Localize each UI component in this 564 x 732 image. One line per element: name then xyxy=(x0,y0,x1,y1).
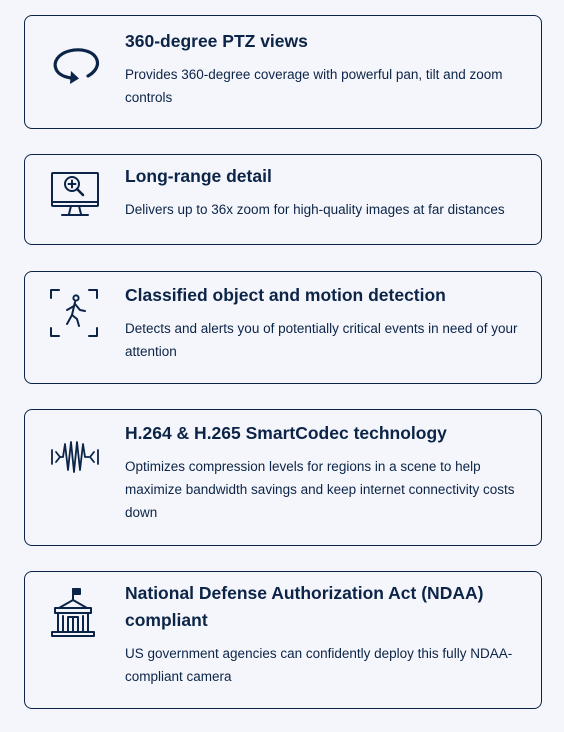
feature-description: Delivers up to 36x zoom for high-quality images at far distances xyxy=(125,202,505,217)
feature-description: Detects and alerts you of potentially critical events in need of your attention xyxy=(125,321,518,359)
feature-card-long-range xyxy=(24,154,542,245)
feature-title: H.264 & H.265 SmartCodec technology xyxy=(125,423,447,443)
feature-card-detection xyxy=(24,271,542,384)
feature-title: Classified object and motion detection xyxy=(125,285,446,305)
feature-title: 360-degree PTZ views xyxy=(125,31,308,51)
compression-wave-icon xyxy=(49,430,103,484)
feature-card-ndaa xyxy=(24,571,542,709)
feature-description: Optimizes compression levels for regions in a scene to help maximize bandwidth savings and keep internet connectivity costs down xyxy=(125,459,515,520)
feature-title: Long-range detail xyxy=(125,166,272,186)
feature-card-codec xyxy=(24,409,542,546)
feature-description: Provides 360-degree coverage with powerful pan, tilt and zoom controls xyxy=(125,67,503,105)
feature-description: US government agencies can confidently deploy this fully NDAA-compliant camera xyxy=(125,646,513,684)
feature-title: National Defense Authorization Act (NDAA) compliant xyxy=(125,583,484,630)
monitor-zoom-icon xyxy=(49,169,103,223)
motion-detection-icon xyxy=(49,286,103,340)
government-building-icon xyxy=(49,586,103,640)
rotate-arrow-icon xyxy=(49,40,103,94)
feature-card-ptz xyxy=(24,15,542,129)
